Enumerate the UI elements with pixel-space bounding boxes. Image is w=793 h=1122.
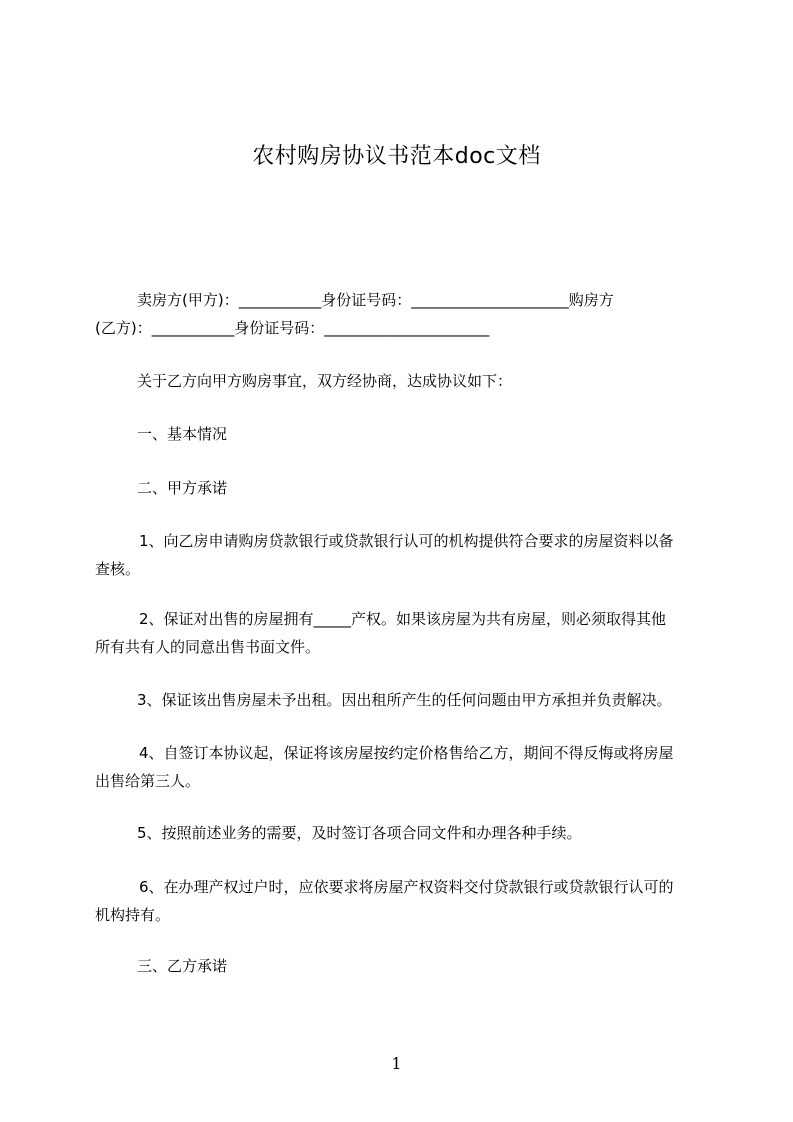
clause-2-line-2: 所有共有人的同意出售书面文件。 [95, 638, 321, 656]
document-title: 农村购房协议书范本doc文档 [252, 144, 541, 169]
clause-4-line-1: 4、自签订本协议起，保证将该房屋按约定价格售给乙方，期间不得反悔或将房屋 [139, 744, 674, 762]
parties-line-2: (乙方)：___________身份证号码：______________________ [95, 319, 490, 337]
clause-4 [95, 739, 713, 795]
parties-paragraph [95, 286, 713, 342]
clause-6-line-2: 机构持有。 [95, 906, 171, 924]
section-heading-2 [113, 474, 713, 502]
section-3-text: 三、乙方承诺 [137, 957, 228, 975]
clause-1 [95, 527, 713, 583]
clause-6-line-1: 6、在办理产权过户时，应依要求将房屋产权资料交付贷款银行或贷款银行认可的 [139, 878, 674, 896]
intro-paragraph [113, 367, 713, 395]
section-heading-3 [113, 952, 713, 980]
clause-6 [95, 873, 713, 929]
page-number: 1 [391, 1054, 402, 1073]
intro-text: 关于乙方向甲方购房事宜，双方经协商，达成协议如下： [137, 372, 513, 390]
clause-5-text: 5、按照前述业务的需要，及时签订各项合同文件和办理各种手续。 [137, 824, 582, 842]
clause-3 [113, 686, 713, 714]
parties-line-1: 卖房方(甲方)：___________身份证号码：_____________________购房方 [137, 291, 614, 309]
clause-5 [113, 819, 713, 847]
clause-3-text: 3、保证该出售房屋未予出租。因出租所产生的任何问题由甲方承担并负责解决。 [137, 691, 672, 709]
clause-1-line-2: 查核。 [95, 560, 141, 578]
clause-1-line-1: 1、向乙房申请购房贷款银行或贷款银行认可的机构提供符合要求的房屋资料以备 [139, 532, 674, 550]
section-heading-1 [113, 420, 713, 448]
section-2-text: 二、甲方承诺 [137, 479, 228, 497]
clause-2-line-1: 2、保证对出售的房屋拥有_____产权。如果该房屋为共有房屋，则必须取得其他 [139, 610, 667, 628]
section-1-text: 一、基本情况 [137, 425, 228, 443]
clause-2 [95, 605, 713, 661]
clause-4-line-2: 出售给第三人。 [95, 772, 201, 790]
